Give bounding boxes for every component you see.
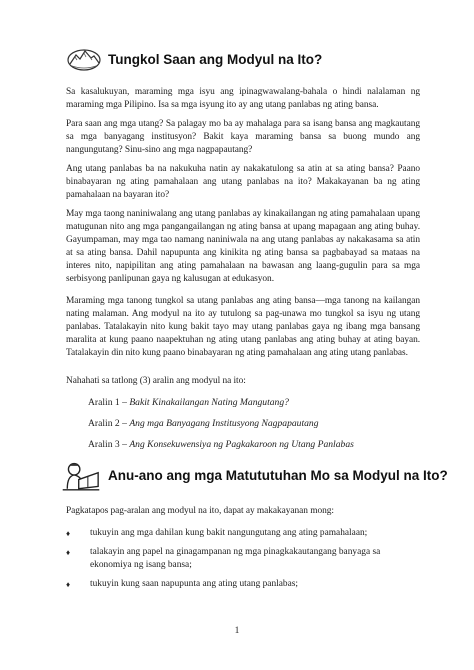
lesson-label: Aralin 2 – [88,418,127,429]
list-item [66,527,420,540]
lesson-title: Ang Konsekuwensiya ng Pagkakaroon ng Utang Panlabas [129,439,354,450]
diamond-bullet-icon: ♦ [66,548,71,557]
paragraph: Nahahati sa tatlong (3) aralin ang modyul na ito: [66,376,246,386]
paragraph: Sa kasalukuyan, maraming mga isyu ang ipinagwawalang-bahala o hindi nalalaman ng maraming mga Pilipino. Isa sa mga isyung ito ay ang utang panlabas ng ating bansa. [66,87,420,110]
lesson-title: Bakit Kinakailangan Nating Mangutang? [129,397,289,408]
paragraph: Ang utang panlabas ba na nakukuha natin ay nakakatulong sa atin at sa ating bansa? Paano binabayaran ng ating pamahalaan ang utang panlabas na ito? Makakayanan ba ng ating pamahalaan na bayaran ito? [66,164,420,200]
paragraph: Pagkatapos pag-aralan ang modyul na ito, dapat ay makakayanan mong: [66,506,334,516]
diamond-bullet-icon: ♦ [66,580,71,589]
list-item-text: tukuyin kung saan napupunta ang ating utang panlabas; [90,579,299,589]
lesson-item [88,439,354,450]
section-title: Tungkol Saan ang Modyul na Ito? [108,51,323,67]
section-heading-about [66,45,322,73]
lesson-label: Aralin 3 – [88,439,127,450]
section-heading-objectives [60,459,448,491]
list-item [66,578,420,591]
lesson-title: Ang mga Banyagang Institusyong Nagpapautang [129,418,319,429]
paragraph: Para saan ang mga utang? Sa palagay mo ba ay mahalaga para sa isang bansa ang magkautang sa mga banyagang institusyon? Bakit kaya maraming bansa sa buong mundo ang nangungutang? Sinu-sino ang mga nagpapautang? [66,119,420,155]
list-item-text: tukuyin ang mga dahilan kung bakit nangungutang ang ating pamahalaan; [90,528,368,538]
list-item-text: talakayin ang papel na ginagampanan ng mga pinagkakautangang banyaga sa ekonomiya ng isang bansa; [90,547,381,570]
section-title: Anu-ano ang mga Matututuhan Mo sa Modyul na Ito? [108,467,448,483]
mountain-sketch-icon [66,45,102,73]
lesson-item [88,418,319,429]
lesson-label: Aralin 1 – [88,397,127,408]
diamond-bullet-icon: ♦ [66,529,71,538]
page-number: 1 [234,626,240,636]
paragraph: Maraming mga tanong tungkol sa utang panlabas ang ating bansa—mga tanong na kailangan nating malaman. Ang modyul na ito ay tutulong sa pag-unawa mo tungkol sa isyu ng utang panlabas. Tatalakayin nito kung bakit tayo may utang panlabas gaya ng ibang mga bansang maralita at kung paano naapektuhan ng ating utang panlabas ang ating buhay at ating bayan. Tatalakayin din nito kung paano binabayaran ng ating pamahalaan ang ating utang panlabas. [66,296,420,358]
list-item [66,546,420,572]
lesson-item [88,397,289,408]
paragraph: May mga taong naniniwalang ang utang panlabas ay kinakailangan ng ating pamahalaan upang matugunan nito ang mga pangangailangan ng ating bansa at upang mapagaan ang ating buhay. Gayumpaman, may mga tao namang naniniwala na ang utang panlabas ay nakakasama sa atin at sa ating bansa. Dahil napupunta ang kinikita ng ating bansa sa pagbabayad sa mataas na interes nito, napipilitan ang ating pamahalaan na bawasan ang laang-gugulin para sa mga serbisyong panlipunan gaya ng kalusugan at edukasyon. [66,209,420,284]
student-reading-icon [60,459,102,491]
